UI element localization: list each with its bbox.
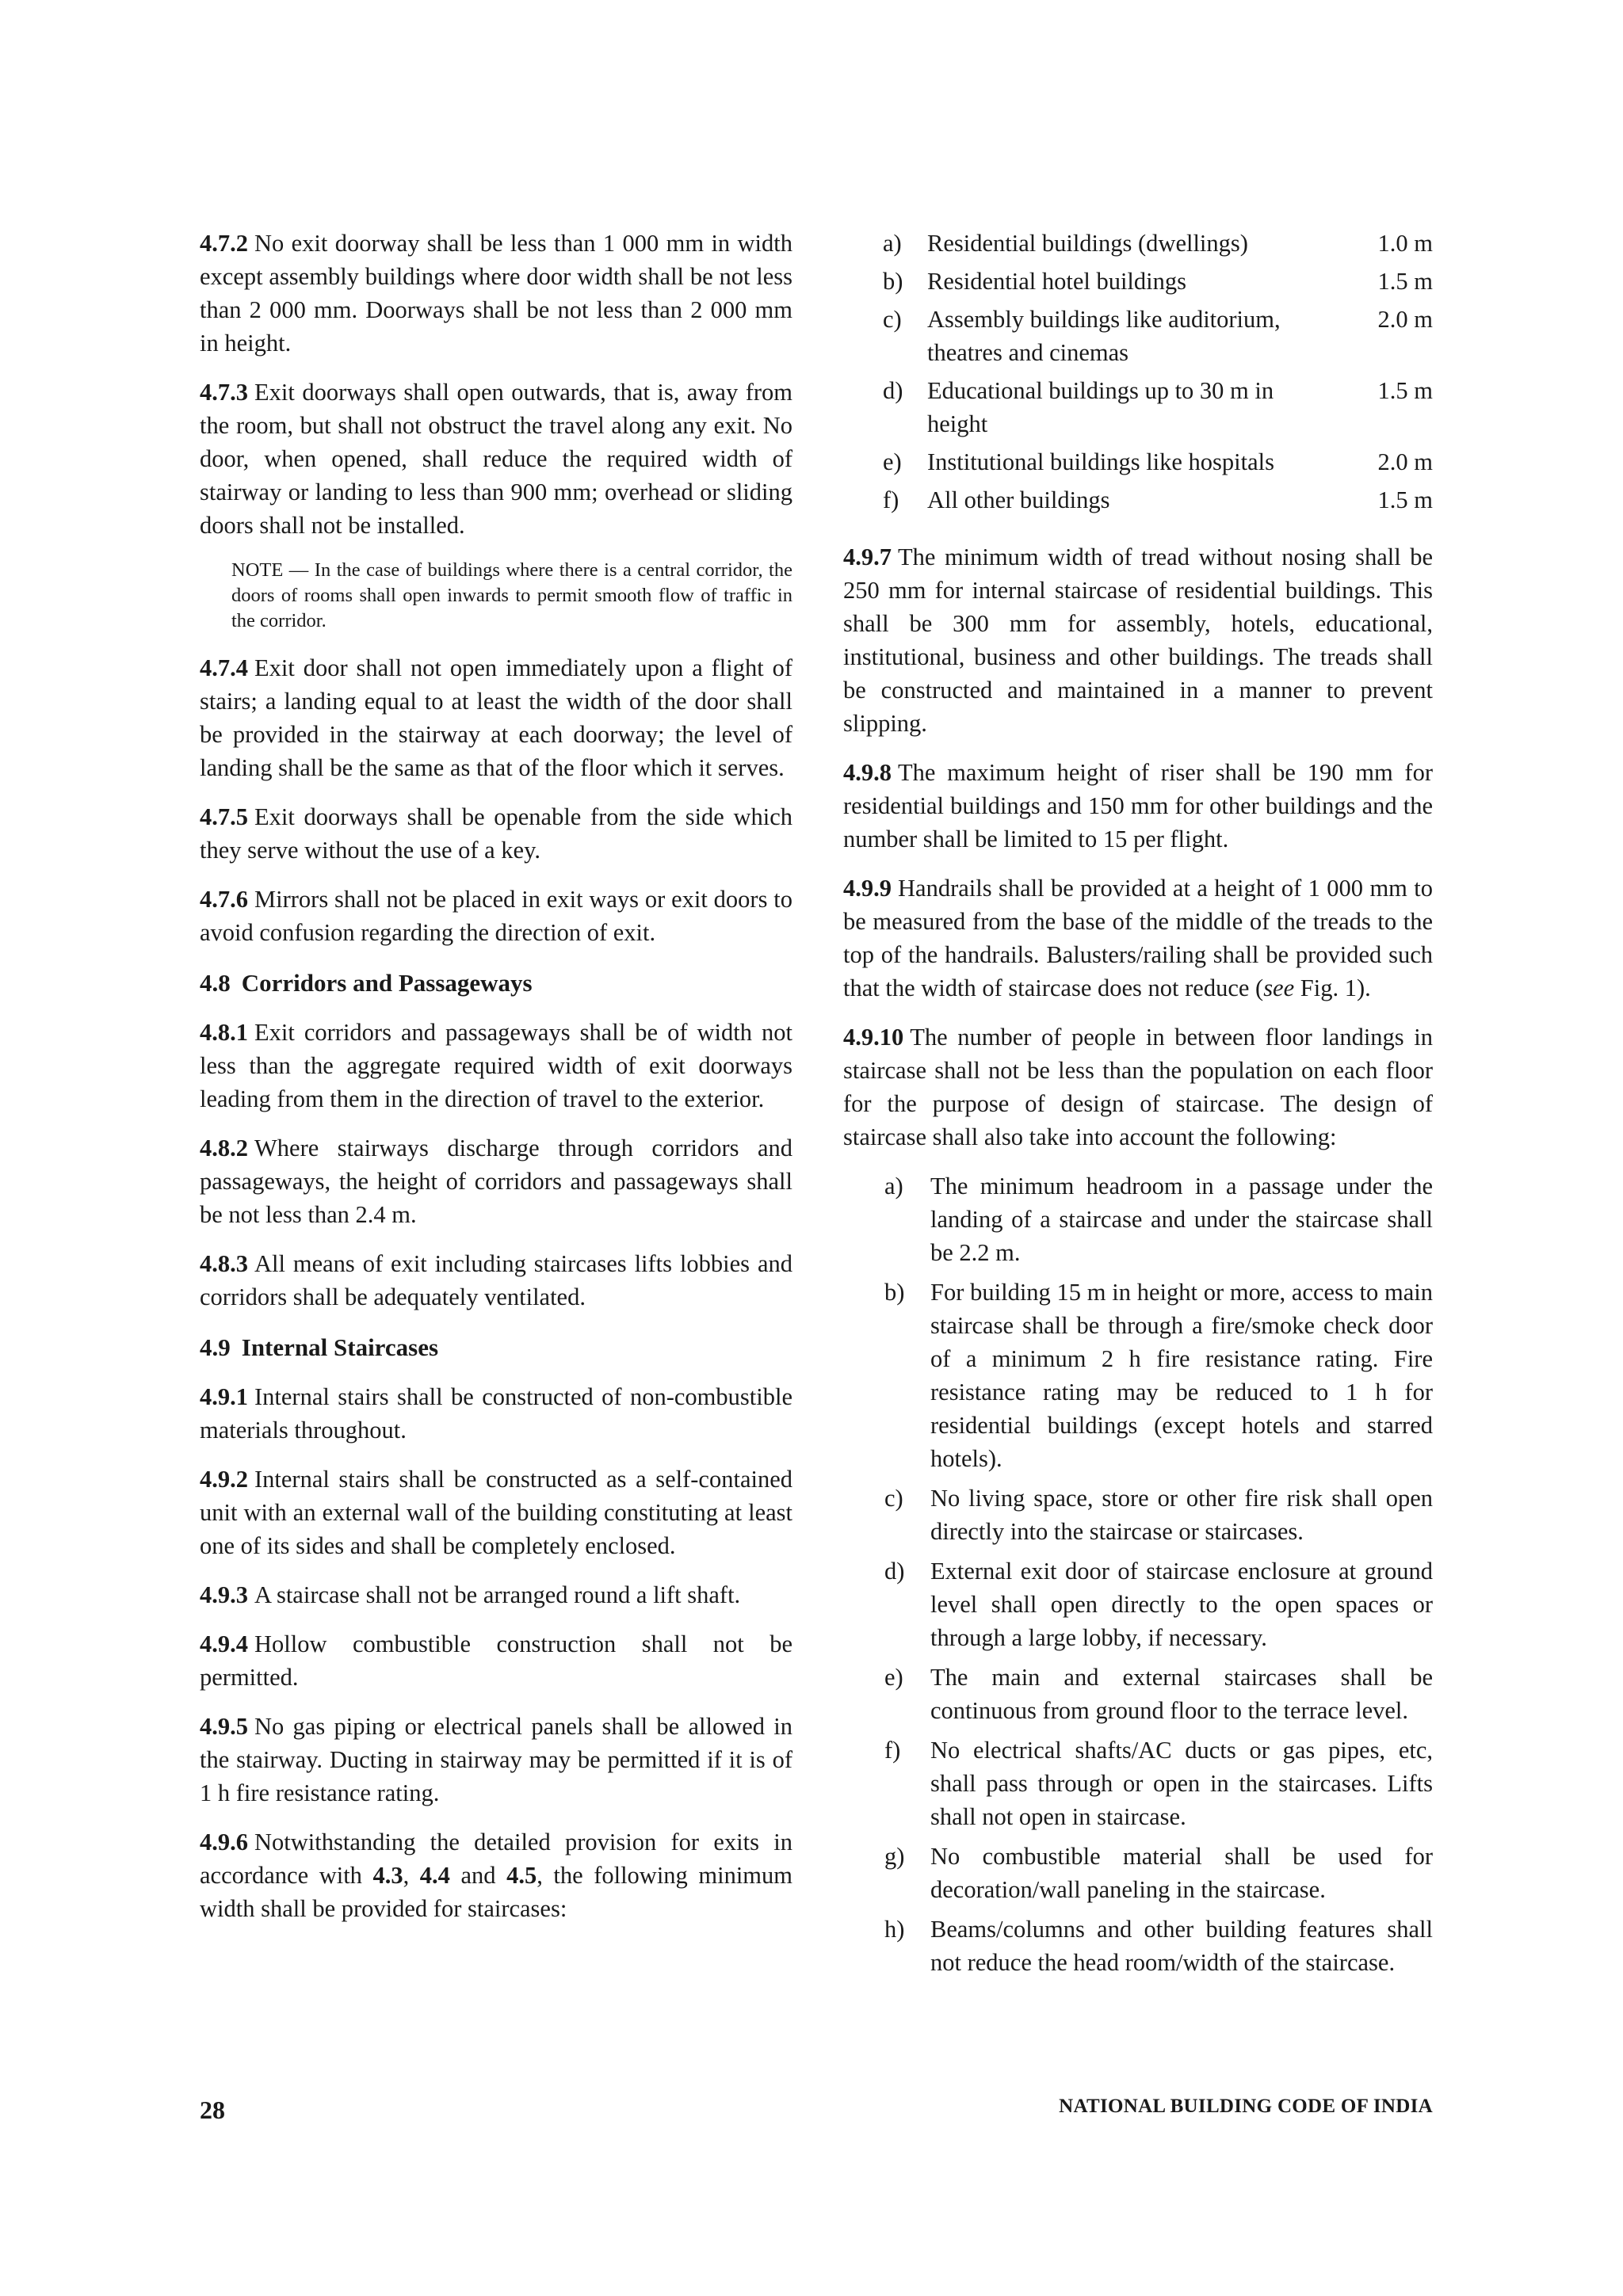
clause-number: 4.9.4: [200, 1630, 248, 1657]
row-value: 1.0 m: [1377, 230, 1433, 257]
clause-number: 4.8.2: [200, 1135, 248, 1161]
clause-text: Fig. 1).: [1294, 974, 1371, 1001]
clause-text: Where stairways discharge through corridors and passageways, the height of corridors and passageways shall be not less than 2.4 m.: [200, 1135, 792, 1228]
clause-4-8-1: [200, 1016, 792, 1116]
clause-number: 4.9.7: [843, 543, 892, 570]
clause-text: and: [449, 1862, 507, 1889]
clause-reference: 4.3: [372, 1862, 403, 1889]
row-label: Institutional buildings like hospitals: [927, 448, 1275, 475]
clause-text: , the following minimum width shall be provided for staircases:: [200, 1862, 792, 1922]
clause-number: 4.7.3: [200, 379, 248, 406]
item-letter: f): [884, 1737, 901, 1764]
item-letter: g): [884, 1843, 905, 1870]
left-column: [200, 227, 792, 1941]
item-letter: h): [884, 1916, 905, 1943]
list-item: [843, 1169, 1433, 1269]
item-text: No living space, store or other fire risk shall open directly into the staircase or staircases.: [930, 1485, 1433, 1545]
clause-4-9-9: [843, 871, 1433, 1005]
item-letter: e): [884, 1664, 903, 1691]
clause-4-9-6: [200, 1825, 792, 1925]
clause-text: Exit doorways shall be openable from the side which they serve without the use of a key.: [200, 803, 792, 864]
clause-text: The number of people in between floor landings in staircase shall not be less than the population on each floor for the purpose of design of staircase. The design of staircase shall also take into account the following:: [843, 1024, 1433, 1150]
clause-text: Mirrors shall not be placed in exit ways or exit doors to avoid confusion regarding the direction of exit.: [200, 886, 792, 946]
staircase-width-table: [843, 227, 1433, 521]
row-letter: f): [883, 486, 899, 513]
clause-number: 4.8.3: [200, 1250, 248, 1277]
clause-number: 4.9.5: [200, 1713, 248, 1740]
item-text: For building 15 m in height or more, access to main staircase shall be through a fire/smoke check door of a minimum 2 h fire resistance rating. Fire resistance rating may be reduced to 1 h for residential buildings (except hotels and starred hotels).: [930, 1279, 1433, 1472]
clause-4-9-4: [200, 1627, 792, 1694]
clause-4-9-2: [200, 1463, 792, 1562]
clause-text: Notwithstanding the detailed provision for exits in accordance with: [200, 1829, 792, 1889]
item-text: External exit door of staircase enclosure at ground level shall open directly to the open spaces or through a large lobby, if necessary.: [930, 1558, 1433, 1651]
clause-number: 4.7.5: [200, 803, 248, 830]
item-text: No combustible material shall be used for decoration/wall paneling in the staircase.: [930, 1843, 1433, 1903]
clause-text: All means of exit including staircases lifts lobbies and corridors shall be adequately ventilated.: [200, 1250, 792, 1310]
clause-4-8-3: [200, 1247, 792, 1314]
list-item: [843, 1482, 1433, 1548]
clause-text: Handrails shall be provided at a height of 1 000 mm to be measured from the base of the middle of the treads to the top of the handrails. Balusters/railing shall be provided such that the width of staircase does not reduce (: [843, 875, 1433, 1001]
row-value: 1.5 m: [1377, 486, 1433, 513]
item-text: Beams/columns and other building features shall not reduce the head room/width of the staircase.: [930, 1916, 1433, 1976]
table-row: [843, 483, 1433, 521]
row-letter: b): [883, 268, 903, 295]
row-letter: e): [883, 448, 902, 475]
clause-4-9-10: [843, 1020, 1433, 1154]
right-column: [843, 227, 1433, 1985]
table-row: [843, 265, 1433, 303]
clause-4-7-6: [200, 883, 792, 949]
row-label: Assembly buildings like auditorium, theatres and cinemas: [927, 306, 1281, 366]
list-item: [843, 1276, 1433, 1475]
section-number: 4.8: [200, 969, 231, 997]
clause-4-9-5: [200, 1710, 792, 1810]
table-row: [843, 227, 1433, 265]
clause-text: Internal stairs shall be constructed of non-combustible materials throughout.: [200, 1383, 792, 1444]
row-letter: d): [883, 377, 903, 404]
see-italic: see: [1263, 974, 1295, 1001]
clause-4-9-8: [843, 756, 1433, 856]
item-letter: d): [884, 1558, 905, 1585]
clause-text: No exit doorway shall be less than 1 000 mm in width except assembly buildings where door width shall be not less than 2 000 mm. Doorways shall be not less than 2 000 mm in height.: [200, 230, 792, 357]
running-footer: NATIONAL BUILDING CODE OF INDIA: [1059, 2096, 1433, 2117]
clause-number: 4.9.10: [843, 1024, 904, 1051]
list-item: [843, 1554, 1433, 1654]
clause-4-9-3: [200, 1578, 792, 1611]
item-text: The main and external staircases shall be continuous from ground floor to the terrace level.: [930, 1664, 1433, 1724]
staircase-requirements-list: [843, 1169, 1433, 1979]
note: NOTE — In the case of buildings where there is a central corridor, the doors of rooms shall open inwards to permit smooth flow of traffic in the corridor.: [231, 559, 792, 631]
clause-number: 4.7.4: [200, 654, 248, 681]
page-number: 28: [200, 2096, 225, 2124]
row-label: Residential hotel buildings: [927, 268, 1186, 295]
section-number: 4.9: [200, 1333, 231, 1361]
row-value: 2.0 m: [1377, 448, 1433, 475]
row-label: All other buildings: [927, 486, 1110, 513]
clause-reference: 4.5: [506, 1862, 537, 1889]
clause-text: Exit doorways shall open outwards, that is, away from the room, but shall not obstruct the travel along any exit. No door, when opened, shall reduce the required width of stairway or landing to less than 900 mm; overhead or sliding doors shall not be installed.: [200, 379, 792, 539]
section-title: Internal Staircases: [241, 1333, 439, 1361]
clause-number: 4.7.6: [200, 886, 248, 913]
clause-4-9-1: [200, 1380, 792, 1447]
clause-number: 4.9.6: [200, 1829, 248, 1855]
clause-text: The minimum width of tread without nosing shall be 250 mm for internal staircase of residential buildings. This shall be 300 mm for assembly, hotels, educational, institutional, business and other buildings. The treads shall be constructed and maintained in a manner to prevent slipping.: [843, 543, 1433, 737]
item-text: No electrical shafts/AC ducts or gas pipes, etc, shall pass through or open in the staircases. Lifts shall not open in staircase.: [930, 1737, 1433, 1830]
clause-4-7-3: [200, 376, 792, 542]
clause-4-9-7: [843, 540, 1433, 740]
item-text: The minimum headroom in a passage under the landing of a staircase and under the staircase shall be 2.2 m.: [930, 1173, 1433, 1266]
list-item: [843, 1840, 1433, 1906]
clause-4-8-2: [200, 1131, 792, 1231]
clause-number: 4.9.9: [843, 875, 892, 902]
clause-4-7-2: [200, 227, 792, 360]
clause-number: 4.9.3: [200, 1581, 248, 1608]
row-label: Educational buildings up to 30 m in height: [927, 377, 1274, 437]
clause-number: 4.7.2: [200, 230, 248, 257]
clause-text: Internal stairs shall be constructed as a self-contained unit with an external wall of the building constituting at least one of its sides and shall be completely enclosed.: [200, 1466, 792, 1559]
row-letter: a): [883, 230, 902, 257]
section-heading-4-9: [200, 1331, 792, 1364]
row-letter: c): [883, 306, 902, 333]
row-value: 2.0 m: [1377, 306, 1433, 333]
item-letter: a): [884, 1173, 903, 1199]
section-heading-4-8: [200, 967, 792, 1000]
row-value: 1.5 m: [1377, 268, 1433, 295]
row-label: Residential buildings (dwellings): [927, 230, 1248, 257]
clause-text: No gas piping or electrical panels shall be allowed in the stairway. Ducting in stairway may be permitted if it is of 1 h fire resistance rating.: [200, 1713, 792, 1806]
item-letter: c): [884, 1485, 903, 1512]
table-row: [843, 445, 1433, 483]
clause-text: The maximum height of riser shall be 190 mm for residential buildings and 150 mm for other buildings and the number shall be limited to 15 per flight.: [843, 759, 1433, 852]
clause-text: Hollow combustible construction shall not be permitted.: [200, 1630, 792, 1691]
table-row: [843, 303, 1433, 374]
clause-number: 4.9.2: [200, 1466, 248, 1493]
clause-text: ,: [403, 1862, 420, 1889]
table-row: [843, 374, 1433, 445]
item-letter: b): [884, 1279, 905, 1306]
clause-text: Exit door shall not open immediately upon a flight of stairs; a landing equal to at least the width of the door shall be provided in the stairway at each doorway; the level of landing shall be the same as that of the floor which it serves.: [200, 654, 792, 781]
clause-4-7-5: [200, 800, 792, 867]
clause-text: Exit corridors and passageways shall be of width not less than the aggregate required width of exit doorways leading from them in the direction of travel to the exterior.: [200, 1019, 792, 1112]
clause-reference: 4.4: [419, 1862, 450, 1889]
list-item: [843, 1733, 1433, 1833]
clause-4-7-4: [200, 651, 792, 784]
clause-text: A staircase shall not be arranged round a lift shaft.: [254, 1581, 741, 1608]
list-item: [843, 1913, 1433, 1979]
list-item: [843, 1661, 1433, 1727]
clause-number: 4.8.1: [200, 1019, 248, 1046]
clause-number: 4.9.1: [200, 1383, 248, 1410]
clause-number: 4.9.8: [843, 759, 892, 786]
section-title: Corridors and Passageways: [241, 969, 533, 997]
row-value: 1.5 m: [1377, 377, 1433, 404]
